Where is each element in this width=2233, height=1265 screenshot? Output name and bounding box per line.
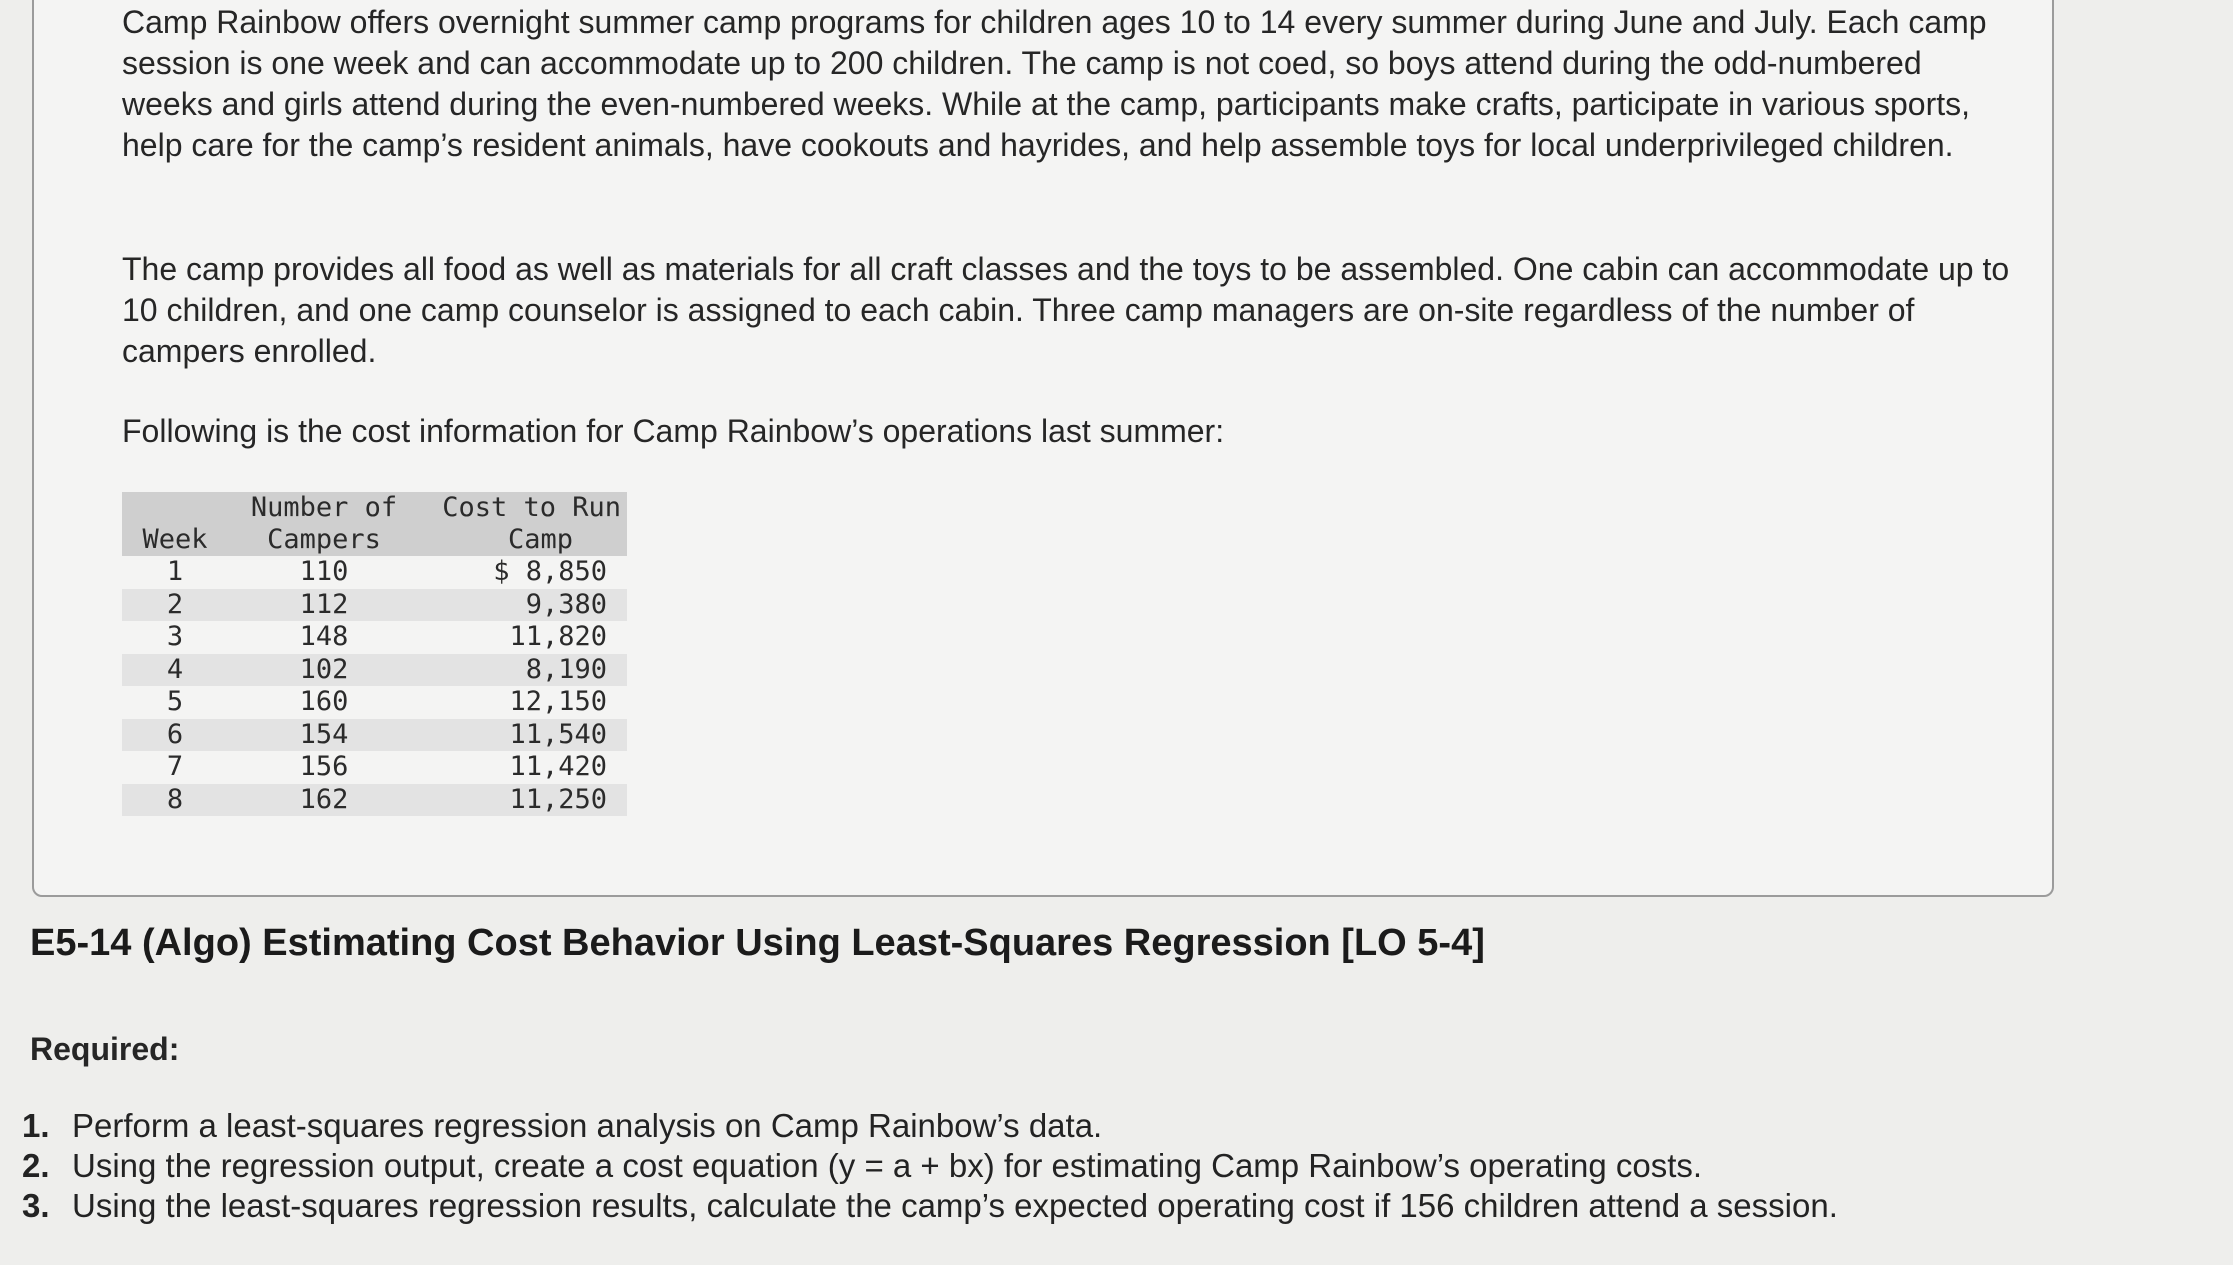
cell-cost: 11,420 bbox=[509, 751, 607, 782]
requirements-list bbox=[22, 1106, 1838, 1226]
list-item bbox=[22, 1186, 1838, 1226]
table-row bbox=[122, 621, 627, 654]
case-paragraph-cost-intro: Following is the cost information for Camp Rainbow’s operations last summer: bbox=[122, 413, 1225, 449]
table-row bbox=[122, 751, 627, 784]
requirement-number: 2. bbox=[22, 1147, 50, 1184]
header-campers-line1: Number of bbox=[250, 492, 398, 523]
cell-cost: $ 8,850 bbox=[493, 556, 607, 587]
table-header-row bbox=[122, 492, 627, 524]
table-header-row bbox=[122, 524, 627, 556]
requirement-text: Using the least-squares regression results, calculate the camp’s expected operating cost if 156 children attend a session. bbox=[72, 1187, 1838, 1224]
cell-campers: 154 bbox=[299, 718, 349, 750]
table-row bbox=[122, 784, 627, 817]
table-row bbox=[122, 686, 627, 719]
cell-cost: 11,820 bbox=[509, 621, 607, 652]
requirement-number: 3. bbox=[22, 1187, 50, 1224]
header-cost-line1: Cost to Run bbox=[442, 492, 621, 523]
cell-cost: 12,150 bbox=[509, 686, 607, 717]
exercise-title: E5-14 (Algo) Estimating Cost Behavior Using Least-Squares Regression [LO 5-4] bbox=[30, 922, 1485, 964]
case-paragraph-provisions: The camp provides all food as well as materials for all craft classes and the toys to be assembled. One cabin can accommodate up to 10 children, and one camp counselor is assigned to each cabin. Three camp managers are on-site regardless of the number of campers enrolled. bbox=[122, 251, 2010, 369]
header-week: Week bbox=[142, 524, 208, 555]
table-row bbox=[122, 589, 627, 622]
table-row bbox=[122, 556, 627, 589]
header-cost-line2: Camp bbox=[507, 524, 574, 555]
cell-week: 8 bbox=[166, 783, 184, 815]
cell-campers: 160 bbox=[299, 686, 349, 717]
requirement-text: Perform a least-squares regression analysis on Camp Rainbow’s data. bbox=[72, 1107, 1103, 1144]
cell-week: 1 bbox=[166, 556, 184, 587]
requirement-number: 1. bbox=[22, 1107, 50, 1144]
requirement-text: Using the regression output, create a cost equation (y = a + bx) for estimating Camp Rainbow’s operating costs. bbox=[72, 1147, 1703, 1184]
case-paragraph-intro: Camp Rainbow offers overnight summer camp programs for children ages 10 to 14 every summer during June and July. Each camp session is one week and can accommodate up to 200 children. The camp is not coed, so boys attend during the odd-numbered weeks and girls attend during the even-numbered weeks. While at the camp, participants make crafts, participate in various sports, help care for the camp’s resident animals, have cookouts and hayrides, and help assemble toys for local underprivileged children. bbox=[122, 4, 1987, 163]
cell-week: 3 bbox=[166, 621, 184, 652]
cell-cost: 11,250 bbox=[509, 783, 607, 815]
cell-cost: 9,380 bbox=[525, 588, 607, 620]
table-row bbox=[122, 719, 627, 752]
cell-cost: 8,190 bbox=[525, 653, 607, 685]
cell-week: 5 bbox=[166, 686, 184, 717]
cell-campers: 112 bbox=[299, 588, 349, 620]
cell-cost: 11,540 bbox=[509, 718, 607, 750]
table-row bbox=[122, 654, 627, 687]
cell-week: 7 bbox=[166, 751, 184, 782]
cell-week: 4 bbox=[166, 653, 184, 685]
cell-campers: 162 bbox=[299, 783, 349, 815]
list-item bbox=[22, 1106, 1838, 1146]
cell-campers: 102 bbox=[299, 653, 349, 685]
cell-campers: 110 bbox=[299, 556, 349, 587]
cost-data-table bbox=[122, 492, 627, 816]
header-campers-line2: Campers bbox=[267, 524, 381, 555]
header-week-blank bbox=[122, 492, 228, 524]
cell-campers: 156 bbox=[299, 751, 349, 782]
cell-week: 2 bbox=[166, 588, 184, 620]
required-label: Required: bbox=[30, 1031, 180, 1067]
cell-week: 6 bbox=[166, 718, 184, 750]
list-item bbox=[22, 1146, 1838, 1186]
cell-campers: 148 bbox=[299, 621, 349, 652]
